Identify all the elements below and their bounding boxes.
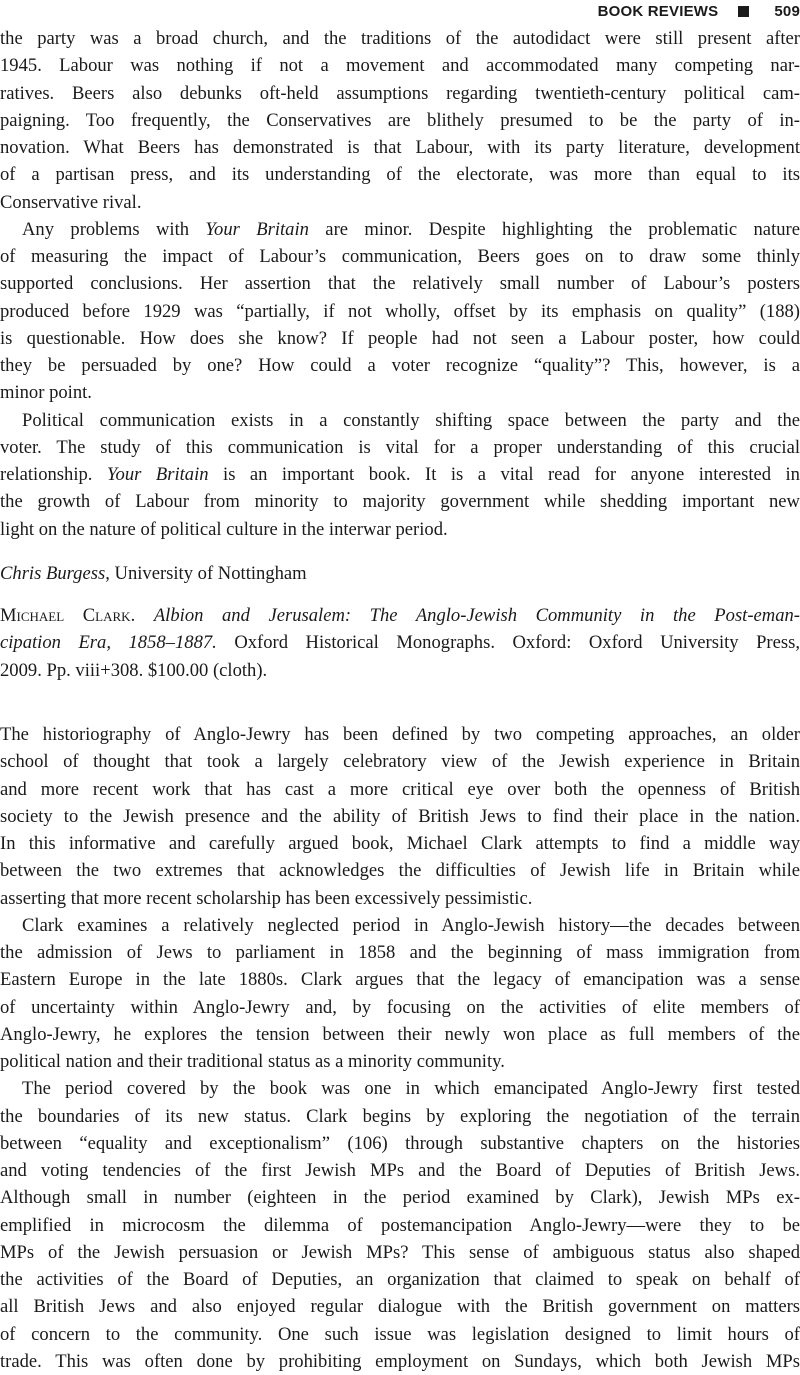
paragraph [0,25,800,216]
separator-square-icon [738,6,749,17]
text-line: The historiography of Anglo-Jewry has been defined by two competing approaches, an older [0,724,800,745]
paragraph [0,407,800,543]
text-line: minor point. [0,382,92,404]
paragraph [0,216,800,407]
text-line: asserting that more recent scholarship has been excessively pessimistic. [0,887,533,909]
text-line: school of thought that took a largely celebratory view of the Jewish experience in Britain [0,751,800,773]
reviewer-signature [0,560,800,587]
text-line: novation. What Beers has demonstrated is that Labour, with its party literature, development [0,137,800,158]
text-line: 2009. Pp. viii+308. $100.00 (cloth). [0,659,268,681]
paragraph [0,912,800,1076]
text-line: of uncertainty within Anglo-Jewry and, by focusing on the activities of elite members of [0,996,800,1018]
reviewer-affiliation: , University of Nottingham [105,563,307,584]
text-line: The period covered by the book was one in which emancipated Anglo-Jewry first tested [22,1078,800,1100]
text-line: light on the nature of political culture in the interwar period. [0,518,448,540]
italic-text: Albion and Jerusalem: The Anglo-Jewish Community in the Post-eman- [153,605,800,626]
paragraph [0,1075,800,1375]
page-number: 509 [774,2,800,20]
text-line: 1945. Labour was nothing if not a movement and accommodated many competing nar- [0,55,800,77]
text-line: and voting tendencies of the first Jewish MPs and the Board of Deputies of British Jews. [0,1160,800,1181]
text-line: of a partisan press, and its understanding of the electorate, was more than equal to its [0,164,800,186]
text-line: Anglo-Jewry, he explores the tension between their newly won place as full members of the [0,1023,800,1045]
running-header [598,0,800,22]
text-line [0,629,800,656]
text-segment: relationship. [0,464,107,485]
text-line: between the two extremes that acknowledges the difficulties of Jewish life in Britain while [0,860,800,882]
text-segment: is an important book. It is a vital read for anyone interested in [208,464,800,485]
text-segment: Any problems with [22,218,206,240]
text-line: is questionable. How does she know? If people had not seen a Labour poster, how could [0,327,800,349]
text-line: Conservative rival. [0,191,142,213]
text-line: political nation and their traditional status as a minority community. [0,1051,505,1072]
text-line [0,216,800,243]
text-line: ratives. Beers also debunks oft-held assumptions regarding twentieth-century political cam- [0,82,800,104]
text-line: the boundaries of its new status. Clark begins by exploring the negotiation of the terrain [0,1105,800,1127]
signature-line [0,560,800,587]
text-line: the party was a broad church, and the traditions of the autodidact were still present after [0,28,800,49]
review1-body [0,25,800,543]
text-line: produced before 1929 was “partially, if not wholly, offset by its emphasis on quality” (188) [0,300,800,322]
text-line: voter. The study of this communication is vital for a proper understanding of this crucial [0,436,800,458]
text-line: all British Jews and also enjoyed regular dialogue with the British government on matters [0,1296,800,1318]
text-line: Eastern Europe in the late 1880s. Clark argues that the legacy of emancipation was a sense [0,969,800,991]
author-name: Michael Clark [0,605,131,626]
paragraph [0,721,800,912]
text-line: In this informative and carefully argued book, Michael Clark attempts to find a middle way [0,833,800,854]
text-line: between “equality and exceptionalism” (106) through substantive chapters on the histories [0,1132,800,1154]
italic-text: cipation Era, 1858–1887. [0,632,217,654]
text-line: society to the Jewish presence and the ability of British Jews to find their place in the nation. [0,805,800,827]
text-line: of measuring the impact of Labour’s communication, Beers goes on to draw some thinly [0,246,800,267]
text-line: of concern to the community. One such issue was legislation designed to limit hours of [0,1323,800,1345]
text-line: and more recent work that has cast a more critical eye over both the openness of British [0,778,800,800]
text-line: they be persuaded by one? How could a voter recognize “quality”? This, however, is a [0,355,800,376]
text-line: the growth of Labour from minority to majority government while shedding important new [0,491,800,513]
text-line: Political communication exists in a constantly shifting space between the party and the [22,409,800,431]
review2-body [0,721,800,1375]
italic-text: Your Britain [106,464,209,485]
text-line: Clark examines a relatively neglected period in Anglo-Jewish history—the decades between [22,914,800,936]
reviewer-name: Chris Burgess [0,563,106,584]
text-line [0,602,800,629]
text-line [0,461,800,488]
text-line: MPs of the Jewish persuasion or Jewish MPs? This sense of ambiguous status also shaped [0,1241,800,1263]
text-line: Although small in number (eighteen in the period examined by Clark), Jewish MPs ex- [0,1187,800,1209]
text-line: paigning. Too frequently, the Conservatives are blithely presumed to be the party of in- [0,109,800,131]
text-line: emplified in microcosm the dilemma of postemancipation Anglo-Jewry—were they to be [0,1214,800,1236]
text-segment: . [130,605,154,626]
text-segment: are minor. Despite highlighting the problematic nature [308,218,800,240]
italic-text: Your Britain [205,218,309,240]
text-line: the admission of Jews to parliament in 1858 and the beginning of mass immigration from [0,942,800,963]
text-line: the activities of the Board of Deputies, an organization that claimed to speak on behalf of [0,1269,800,1290]
section-title: BOOK REVIEWS [597,2,719,20]
text-line: trade. This was often done by prohibiting employment on Sundays, which both Jewish MPs [0,1350,800,1372]
text-line: supported conclusions. Her assertion that the relatively small number of Labour’s posters [0,273,800,295]
text-segment: Oxford Historical Monographs. Oxford: Oxford University Press, [216,632,800,654]
book-citation [0,602,800,684]
